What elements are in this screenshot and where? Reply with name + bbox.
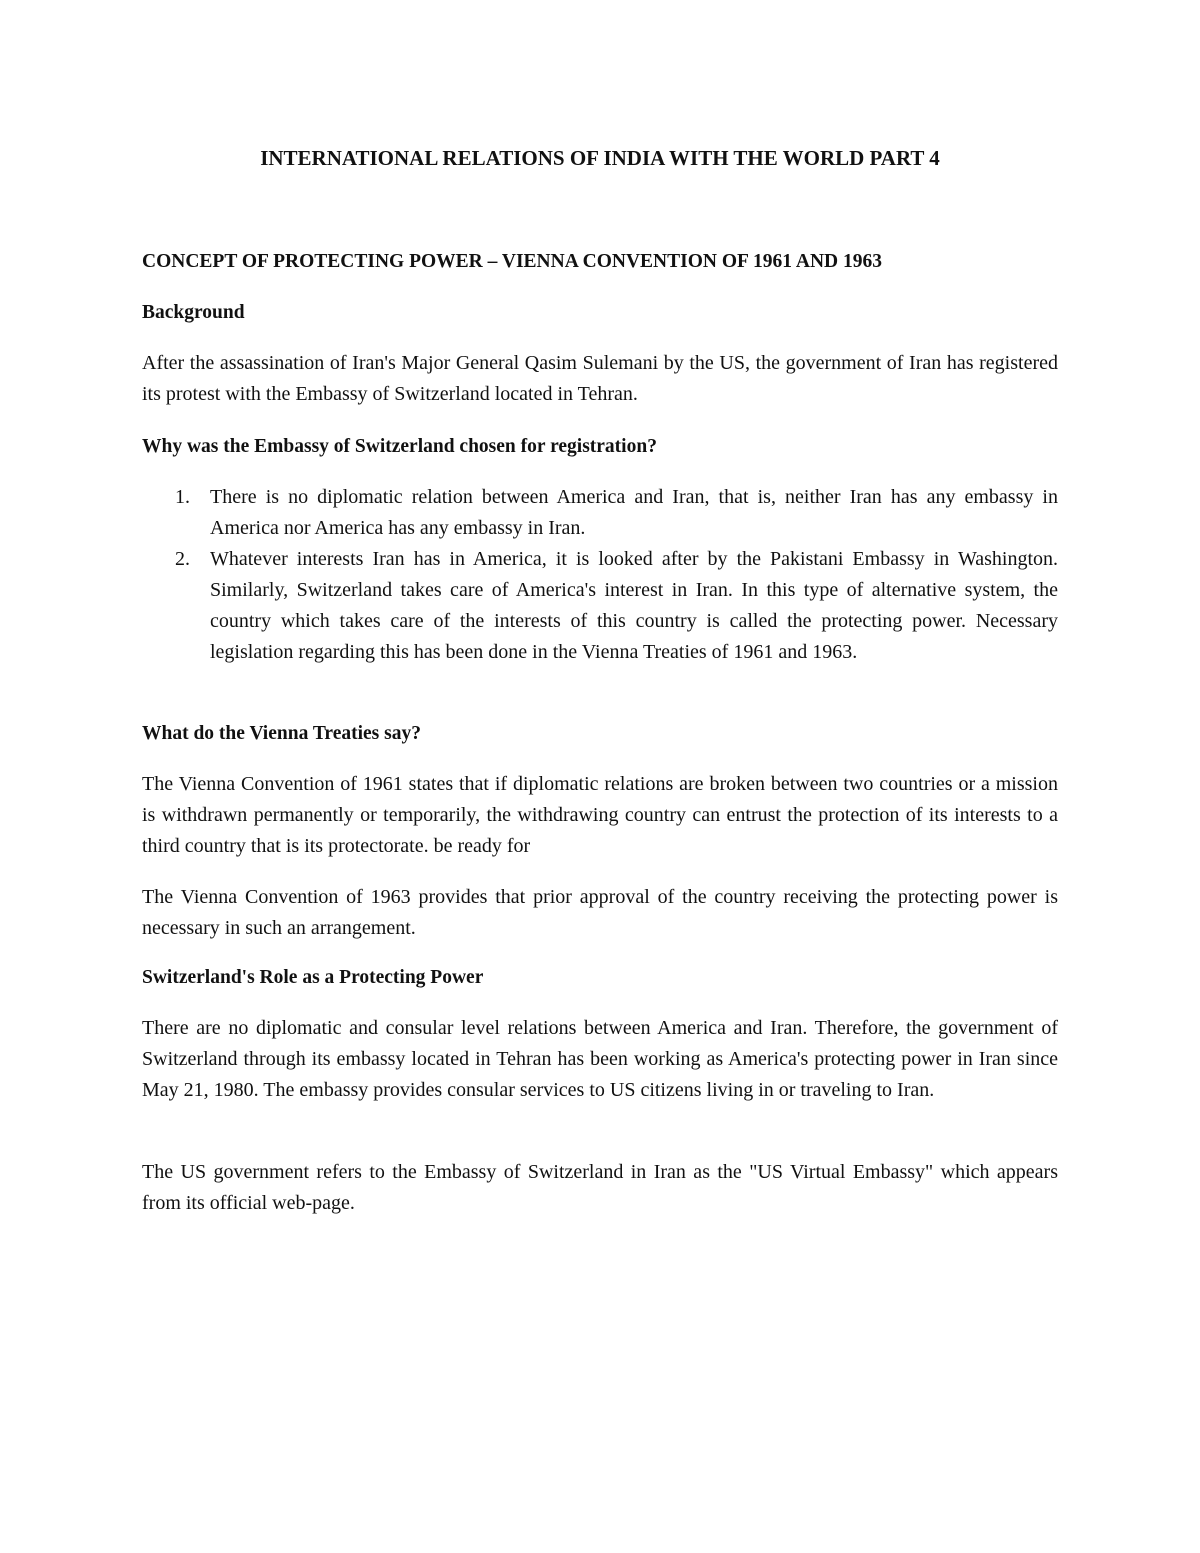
section-heading: CONCEPT OF PROTECTING POWER – VIENNA CONVENTION OF 1961 AND 1963 bbox=[142, 251, 882, 272]
vienna-treaties-heading: What do the Vienna Treaties say? bbox=[142, 723, 421, 744]
why-switzerland-heading: Why was the Embassy of Switzerland chosen for registration? bbox=[142, 436, 657, 457]
background-heading: Background bbox=[142, 302, 245, 323]
vienna-1963-paragraph: The Vienna Convention of 1963 provides that prior approval of the country receiving the protecting power is necessary in such an arrangement. bbox=[142, 886, 1058, 939]
list-item-number: 2. bbox=[175, 548, 190, 570]
list-item bbox=[142, 482, 1058, 544]
switzerland-role-heading: Switzerland's Role as a Protecting Power bbox=[142, 967, 484, 988]
list-item-text: There is no diplomatic relation between America and Iran, that is, neither Iran has any embassy in America nor America has any embassy in Iran. bbox=[210, 486, 1058, 539]
list-item-number: 1. bbox=[175, 486, 190, 508]
switzerland-role-paragraph: There are no diplomatic and consular level relations between America and Iran. Therefore, the government of Switzerland through its embassy located in Tehran has been working as America's protecting power in Iran since May 21, 1980. The embassy provides consular services to US citizens living in or traveling to Iran. bbox=[142, 1017, 1058, 1101]
reasons-list bbox=[142, 482, 1058, 668]
virtual-embassy-paragraph: The US government refers to the Embassy of Switzerland in Iran as the "US Virtual Embassy" which appears from its official web-page. bbox=[142, 1161, 1058, 1214]
background-paragraph: After the assassination of Iran's Major General Qasim Sulemani by the US, the government of Iran has registered its protest with the Embassy of Switzerland located in Tehran. bbox=[142, 352, 1058, 405]
vienna-1961-paragraph: The Vienna Convention of 1961 states that if diplomatic relations are broken between two countries or a mission is withdrawn permanently or temporarily, the withdrawing country can entrust the protection of its interests to a third country that is its protectorate. be ready for bbox=[142, 773, 1058, 857]
list-item-text: Whatever interests Iran has in America, it is looked after by the Pakistani Embassy in Washington. Similarly, Switzerland takes care of America's interest in Iran. In this type of alternative system, the country which takes care of the interests of this country is called the protecting power. Necessary legislation regarding this has been done in the Vienna Treaties of 1961 and 1963. bbox=[210, 548, 1058, 663]
document-title: INTERNATIONAL RELATIONS OF INDIA WITH THE WORLD PART 4 bbox=[260, 146, 940, 170]
list-item bbox=[142, 544, 1058, 668]
